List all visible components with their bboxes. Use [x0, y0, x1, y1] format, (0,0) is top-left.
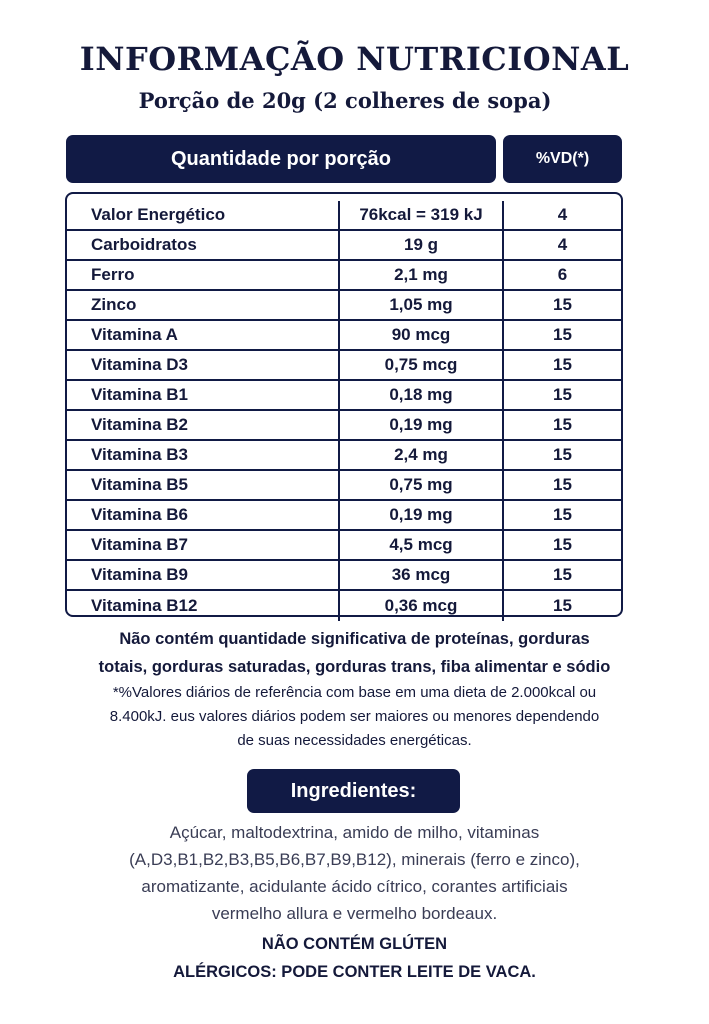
nutrient-name: Vitamina B2: [67, 411, 340, 439]
nutrient-vd: 4: [557, 205, 568, 224]
nutrient-name: Vitamina B5: [67, 471, 340, 499]
nutrient-amount: 0,19 mg: [340, 501, 504, 529]
nutrient-amount: 2,1 mg: [340, 261, 504, 289]
allergen-info: [0, 930, 709, 986]
nutrient-name: Vitamina B3: [67, 441, 340, 469]
nutrient-vd: 4: [557, 235, 568, 254]
nutrient-vd: 15: [553, 295, 572, 314]
nutrient-amount: 2,4 mg: [340, 441, 504, 469]
header-quantity: Quantidade por porção: [66, 135, 496, 183]
nutrient-amount: 0,75 mcg: [340, 351, 504, 379]
table-row: [67, 591, 621, 621]
table-row: [67, 441, 621, 471]
nutrient-name: Zinco: [67, 291, 340, 319]
table-row: [67, 411, 621, 441]
nutrient-amount: 0,75 mg: [340, 471, 504, 499]
nutrient-amount: 0,19 mg: [340, 411, 504, 439]
not-significant-note: Não contém quantidade significativa de proteínas, gorduras totais, gorduras saturadas, gorduras trans, fiba alimentar e sódio: [98, 630, 611, 676]
gluten-free-notice: NÃO CONTÉM GLÚTEN: [261, 935, 448, 953]
nutrient-vd: 6: [557, 265, 568, 284]
table-row: [67, 231, 621, 261]
nutrient-amount: 19 g: [340, 231, 504, 259]
table-row: [67, 561, 621, 591]
nutrient-name: Vitamina B6: [67, 501, 340, 529]
table-row: [67, 261, 621, 291]
nutrient-name: Vitamina D3: [67, 351, 340, 379]
table-row: [67, 351, 621, 381]
nutrient-name: Vitamina B12: [67, 591, 340, 621]
nutrient-vd: 15: [553, 505, 572, 524]
nutrient-vd: 15: [553, 565, 572, 584]
allergen-warning: ALÉRGICOS: PODE CONTER LEITE DE VACA.: [173, 963, 536, 981]
table-row: [67, 321, 621, 351]
table-row: [67, 501, 621, 531]
table-row: [67, 531, 621, 561]
serving-size: Porção de 20g (2 colheres de sopa): [138, 88, 552, 113]
nutrient-vd: 15: [553, 535, 572, 554]
header-vd: %VD(*): [503, 135, 622, 183]
nutrient-amount: 0,18 mg: [340, 381, 504, 409]
nutrient-vd: 15: [553, 596, 572, 615]
table-row: [67, 194, 621, 231]
nutrient-vd: 15: [553, 325, 572, 344]
nutrition-table: [65, 192, 623, 617]
nutrient-name: Vitamina B1: [67, 381, 340, 409]
nutrient-amount: 1,05 mg: [340, 291, 504, 319]
nutrient-name: Valor Energético: [67, 201, 340, 229]
nutrient-name: Carboidratos: [67, 231, 340, 259]
nutrient-amount: 4,5 mcg: [340, 531, 504, 559]
daily-values-footnote: *%Valores diários de referência com base em uma dieta de 2.000kcal ou 8.400kJ. eus valores diários podem ser maiores ou menores dependendo de suas necessidades energéticas.: [109, 684, 600, 749]
nutrient-vd: 15: [553, 415, 572, 434]
nutrient-name: Ferro: [67, 261, 340, 289]
ingredients-list: Açúcar, maltodextrina, amido de milho, vitaminas (A,D3,B1,B2,B3,B5,B6,B7,B9,B12), minerais (ferro e zinco), aromatizante, acidulante ácido cítrico, corantes artificiais vermelho allura e vermelho bordeaux.: [129, 823, 580, 923]
nutrient-vd: 15: [553, 445, 572, 464]
nutrient-vd: 15: [553, 385, 572, 404]
table-row: [67, 381, 621, 411]
table-row: [67, 471, 621, 501]
nutrient-vd: 15: [553, 355, 572, 374]
nutrient-vd: 15: [553, 475, 572, 494]
ingredients-heading: Ingredientes:: [247, 769, 460, 813]
table-row: [67, 291, 621, 321]
nutrient-amount: 0,36 mcg: [340, 591, 504, 621]
nutrient-name: Vitamina B9: [67, 561, 340, 589]
nutrient-amount: 36 mcg: [340, 561, 504, 589]
nutrient-name: Vitamina A: [67, 321, 340, 349]
nutrient-name: Vitamina B7: [67, 531, 340, 559]
nutrient-amount: 76kcal = 319 kJ: [340, 201, 504, 229]
page-title: INFORMAÇÃO NUTRICIONAL: [79, 40, 630, 78]
nutrient-amount: 90 mcg: [340, 321, 504, 349]
